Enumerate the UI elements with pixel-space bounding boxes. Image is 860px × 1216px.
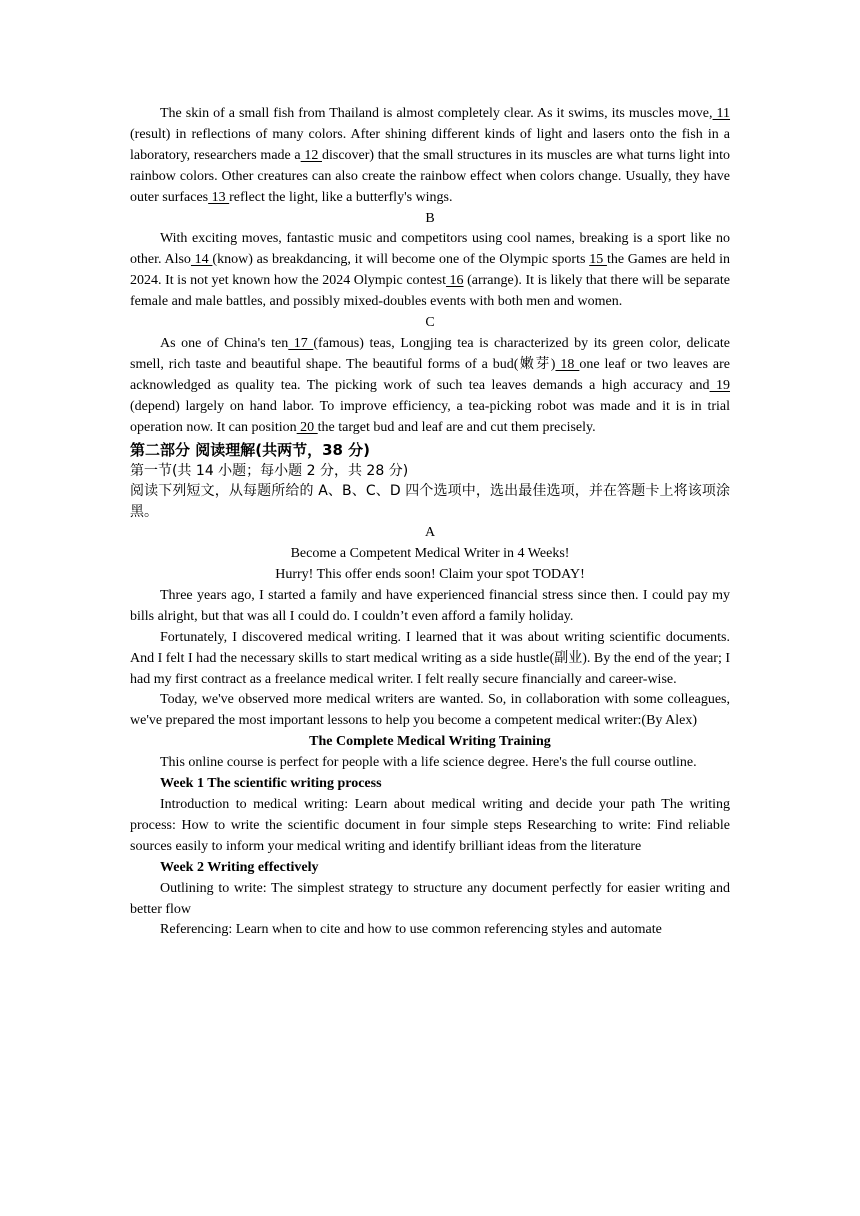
reading-a-paragraph-3: Today, we've observed more medical writers are wanted. So, in collaboration with some colleagues, we've prepared the most important lessons to help you become a competent medical writer:(By Alex) bbox=[130, 692, 730, 729]
document-page bbox=[130, 104, 730, 941]
week-2-text-2: Referencing: Learn when to cite and how to use common referencing styles and automate bbox=[160, 922, 662, 938]
section-one-note: 第一节(共 14 小题；每小题 2 分，共 28 分) bbox=[130, 462, 409, 479]
part-two-heading: 第二部分 阅读理解(共两节，38 分) bbox=[130, 440, 371, 459]
week-2-title: Week 2 Writing effectively bbox=[160, 859, 319, 875]
passage-c-paragraph: As one of China's ten 17 (famous) teas, Longjing tea is characterized by its green color, delicate smell, rich taste and beautiful shape. The beautiful forms of a bud(嫩芽) 18 one leaf or two leaves are acknowledged as quality tea. The picking work of such tea leaves demands a high accuracy and 19 (depend) largely on hand labor. To improve efficiency, a tea-picking robot was made and it is in trial operation now. It can position 20 the target bud and leaf are and cut them precisely. bbox=[130, 335, 731, 435]
blank-12: 12 bbox=[300, 147, 322, 163]
blank-17: 17 bbox=[288, 335, 314, 351]
blank-18: 18 bbox=[555, 356, 580, 372]
week-1-text: Introduction to medical writing: Learn about medical writing and decide your path The writing process: How to write the scientific document in four simple steps Researching to write: Find reliable sources easily to inform your medical writing and identify brilliant ideas from the literature bbox=[130, 797, 730, 854]
week-1-title: Week 1 The scientific writing process bbox=[160, 776, 382, 792]
blank-15: 15 bbox=[589, 252, 607, 268]
reading-instruction: 阅读下列短文，从每题所给的 A、B、C、D 四个选项中，选出最佳选项，并在答题卡上将该项涂黑。 bbox=[130, 483, 730, 521]
blank-14: 14 bbox=[190, 252, 213, 268]
blank-19: 19 bbox=[709, 377, 731, 393]
course-intro: This online course is perfect for people with a life science degree. Here's the full course outline. bbox=[160, 755, 697, 771]
reading-a-paragraph-1: Three years ago, I started a family and have experienced financial stress since then. I could pay my bills alright, but that was all I could do. I couldn’t even afford a family holiday. bbox=[130, 587, 730, 624]
reading-a-label: A bbox=[424, 525, 436, 541]
course-title: The Complete Medical Writing Training bbox=[309, 734, 551, 750]
ad-subtitle: Hurry! This offer ends soon! Claim your spot TODAY! bbox=[275, 567, 585, 583]
blank-20: 20 bbox=[296, 419, 318, 435]
blank-13: 13 bbox=[208, 189, 230, 205]
ad-title: Become a Competent Medical Writer in 4 Weeks! bbox=[290, 546, 570, 562]
passage-a-paragraph: The skin of a small fish from Thailand is almost completely clear. As it swims, its muscles move, 11 (result) in reflections of many colors. After shining different kinds of light and lasers onto the fish in a laboratory, researchers made a 12 discover) that the small structures in its muscles are what turns light into rainbow colors. Other creatures can also create the rainbow effect when colors change. Usually, they have outer surfaces 13 reflect the light, like a butterfly's wings. bbox=[130, 106, 731, 205]
blank-16: 16 bbox=[445, 273, 464, 289]
reading-a-paragraph-2: Fortunately, I discovered medical writing. I learned that it was about writing scientific documents. And I felt I had the necessary skills to start medical writing as a side hustle(副业). By the end of the year; I had my first contract as a freelance medical writer. I felt really secure financially and career-wise. bbox=[130, 629, 730, 687]
week-2-text-1: Outlining to write: The simplest strategy to structure any document perfectly for easier writing and better flow bbox=[130, 880, 730, 917]
blank-11: 11 bbox=[712, 106, 731, 121]
passage-b-label: B bbox=[425, 210, 435, 226]
passage-c-label: C bbox=[425, 315, 435, 331]
passage-b-paragraph: With exciting moves, fantastic music and competitors using cool names, breaking is a sport like no other. Also 14 (know) as breakdancing, it will become one of the Olympic sports 15 the Games are held in 2024. It is not yet known how the 2024 Olympic contest 16 (arrange). It is likely that there will be separate female and male battles, and possibly mixed-doubles events with both men and women. bbox=[130, 231, 730, 310]
